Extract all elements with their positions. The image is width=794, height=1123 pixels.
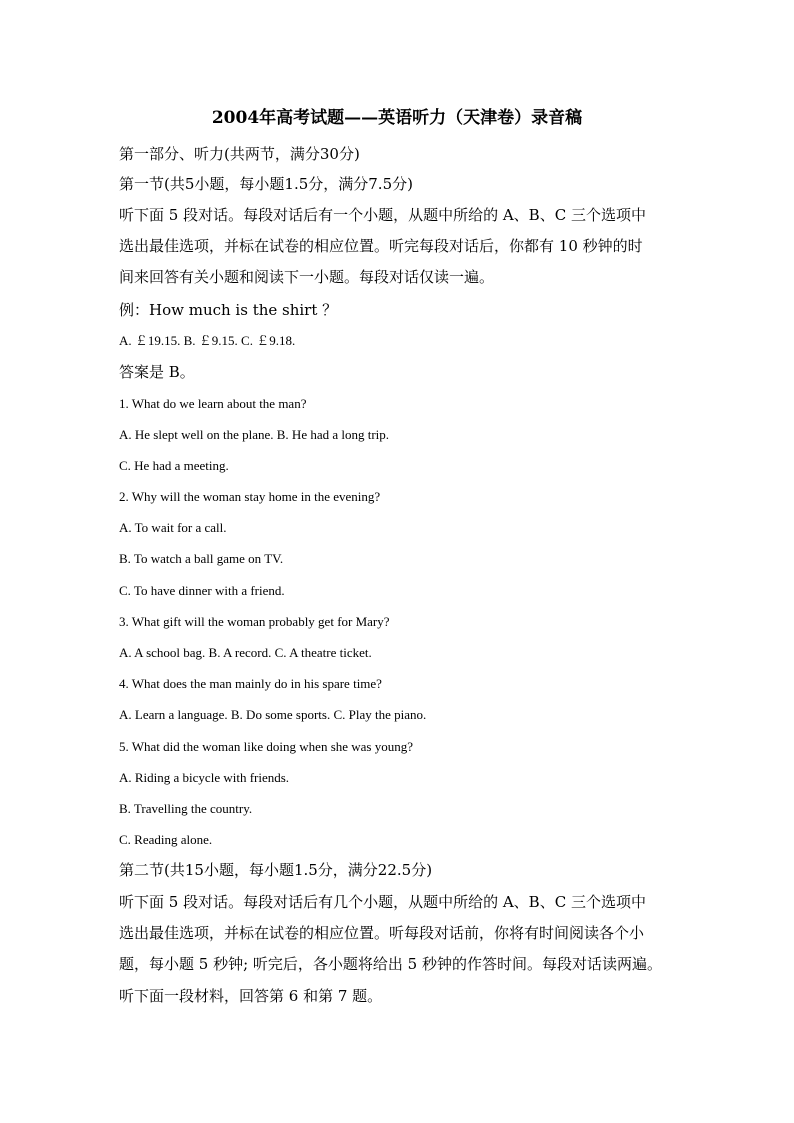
question-1-options: A. He slept well on the plane. B. He had a long trip.	[119, 427, 390, 442]
example-options: A. ￡19.15. B. ￡9.15. C. ￡9.18.	[119, 333, 296, 348]
question-5: 5. What did the woman like doing when she was young?	[119, 739, 414, 754]
question-3-options: A. A school bag. B. A record. C. A theatre ticket.	[119, 645, 372, 660]
instruction-line: 听下面 5 段对话。每段对话后有几个小题，从题中所给的 A、B、C 三个选项中	[119, 893, 646, 911]
document-title: 2004年高考试题——英语听力（天津卷）录音稿	[211, 108, 583, 128]
section-one-heading: 第一部分、听力(共两节，满分30分)	[119, 145, 360, 163]
question-2-option-a: A. To wait for a call.	[119, 520, 227, 535]
question-2: 2. Why will the woman stay home in the evening?	[119, 489, 381, 504]
question-5-option-c: C. Reading alone.	[119, 832, 213, 847]
example-answer: 答案是 B。	[119, 363, 195, 381]
instruction-line: 题，每小题 5 秒钟; 听完后，各小题将给出 5 秒钟的作答时间。每段对话读两遍。	[119, 955, 662, 973]
question-4: 4. What does the man mainly do in his spare time?	[119, 676, 382, 691]
instruction-line: 间来回答有关小题和阅读下一小题。每段对话仅读一遍。	[119, 268, 495, 286]
example-question: 例：How much is the shirt ？	[119, 301, 338, 319]
question-1-option-c: C. He had a meeting.	[119, 458, 229, 473]
instruction-line: 选出最佳选项，并标在试卷的相应位置。听完每段对话后，你都有 10 秒钟的时	[119, 237, 643, 255]
question-5-option-a: A. Riding a bicycle with friends.	[119, 770, 290, 785]
question-1: 1. What do we learn about the man?	[119, 396, 307, 411]
question-3: 3. What gift will the woman probably get for Mary?	[119, 614, 390, 629]
instruction-line: 听下面一段材料，回答第 6 和第 7 题。	[119, 987, 383, 1005]
instruction-line: 听下面 5 段对话。每段对话后有一个小题，从题中所给的 A、B、C 三个选项中	[119, 206, 646, 224]
instruction-line: 选出最佳选项，并标在试卷的相应位置。听每段对话前，你将有时间阅读各个小	[119, 924, 645, 942]
part-two-heading: 第二节(共15小题，每小题1.5分，满分22.5分)	[119, 861, 433, 879]
question-2-option-c: C. To have dinner with a friend.	[119, 583, 285, 598]
question-2-option-b: B. To watch a ball game on TV.	[119, 551, 284, 566]
question-4-options: A. Learn a language. B. Do some sports. C. Play the piano.	[119, 707, 427, 722]
question-5-option-b: B. Travelling the country.	[119, 801, 253, 816]
part-one-heading: 第一节(共5小题，每小题1.5分，满分7.5分)	[119, 175, 413, 193]
